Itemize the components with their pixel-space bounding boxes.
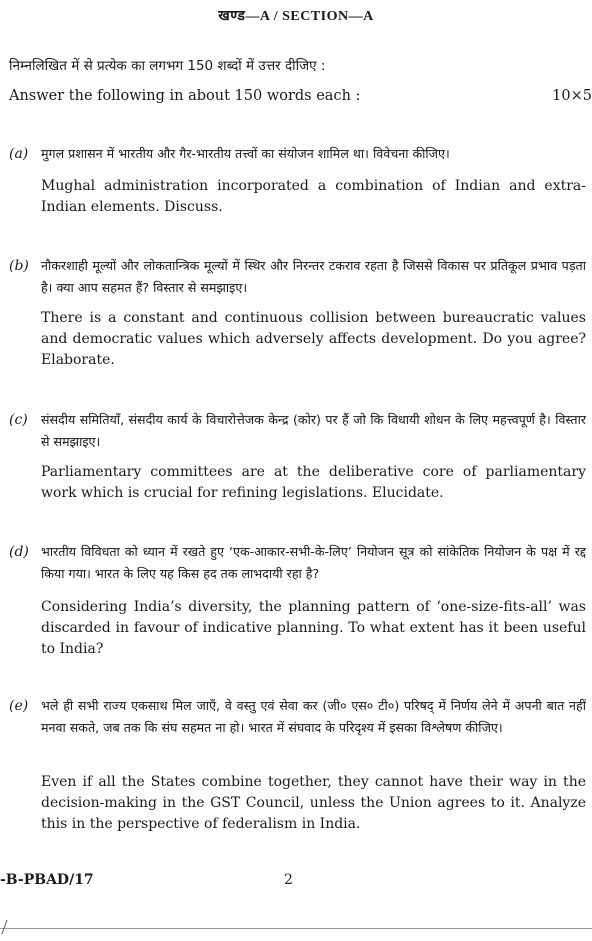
question-english: Parliamentary committees are at the deliberative core of parliamentary work which is crucial for refining legislations. Elucidate. [41, 464, 586, 501]
instructions-english: Answer the following in about 150 words each : [9, 88, 361, 104]
question-label: (a) [9, 146, 29, 162]
question-english: Mughal administration incorporated a combination of Indian and extra-Indian elements. Discuss. [41, 178, 586, 215]
page-number: 2 [284, 872, 293, 888]
question-hindi: नौकरशाही मूल्यों और लोकतान्त्रिक मूल्यों में स्थिर और निरन्तर टकराव रहता है जिससे विकास पर प्रतिकूल प्रभाव पड़ता है। क्या आप सहमत हैं? विस्तार से समझाइए। [41, 258, 586, 295]
scan-mark [1, 920, 17, 934]
question-hindi: मुगल प्रशासन में भारतीय और गैर-भारतीय तत्त्वों का संयोजन शामिल था। विवेचना कीजिए। [41, 146, 450, 161]
marks-allocation: 10×5 [552, 88, 592, 104]
question-english: Considering India’s diversity, the planning pattern of ‘one-size-fits-all’ was discarded in favour of indicative planning. To what extent has it been useful to India? [41, 599, 586, 657]
question-label: (b) [9, 258, 29, 274]
bottom-divider [0, 928, 592, 929]
paper-code: -B-PBAD/17 [0, 872, 94, 888]
question-label: (d) [9, 544, 29, 560]
instructions-hindi: निम्नलिखित में से प्रत्येक का लगभग 150 शब्दों में उत्तर दीजिए : [9, 58, 326, 74]
question-hindi: संसदीय समितियाँ, संसदीय कार्य के विचारोत्तेजक केन्द्र (कोर) पर हैं जो कि विधायी शोधन के लिए महत्त्वपूर्ण है। विस्तार से समझाइए। [41, 412, 586, 449]
question-label: (e) [9, 698, 29, 714]
section-title: खण्ड—A / SECTION—A [218, 9, 374, 24]
question-hindi: भारतीय विविधता को ध्यान में रखते हुए ‘एक-आकार-सभी-के-लिए’ नियोजन सूत्र को सांकेतिक नियोजन के पक्ष में रद्द किया गया। भारत के लिए यह किस हद तक लाभदायी रहा है? [41, 544, 586, 581]
question-english: Even if all the States combine together, they cannot have their way in the decision-making in the GST Council, unless the Union agrees to it. Analyze this in the perspective of federalism in India. [41, 774, 586, 832]
question-label: (c) [9, 412, 28, 428]
question-english: There is a constant and continuous collision between bureaucratic values and democratic values which adversely affects development. Do you agree? Elaborate. [41, 310, 586, 368]
question-hindi: भले ही सभी राज्य एकसाथ मिल जाएँ, वे वस्तु एवं सेवा कर (जी० एस० टी०) परिषद् में निर्णय लेने में अपनी बात नहीं मनवा सकते, जब तक कि संघ सहमत ना हो। भारत में संघवाद के परिदृश्य में इसका विश्लेषण कीजिए। [41, 698, 586, 735]
